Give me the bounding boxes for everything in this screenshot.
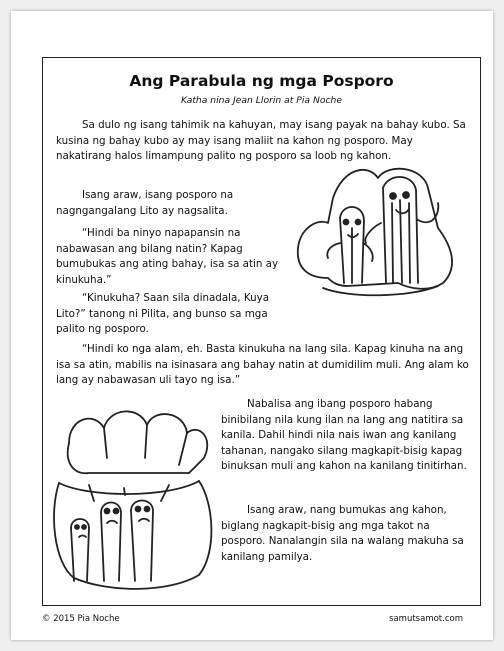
paragraph-6: Nabalisa ang ibang posporo habang binibilang nila kung ilan na lang ang natitira sa kanila. Dahil hindi nila nais iwan ang kanilang tahanan, nangako silang magkapit-bisig kapag binuksan muli ang kahon na kanilang tinitirhan. — [221, 398, 467, 473]
story-frame — [42, 57, 481, 606]
story-byline: Katha nina Jean Llorin at Pia Noche — [181, 95, 342, 106]
story-title: Ang Parabula ng mga Posporo — [129, 72, 394, 90]
paragraph-1: Sa dulo ng isang tahimik na kahuyan, may isang payak na bahay kubo. Sa kusina ng bahay kubo ay may isang maliit na kahon ng posporo. May nakatirang halos limampung palito ng posporo sa loob ng kahon. — [56, 119, 466, 163]
paragraph-4: “Kinukuha? Saan sila dinadala, Kuya Lito?” tanong ni Pilita, ang bunso sa mga palito ng posporo. — [56, 292, 270, 336]
paragraph-7: Isang araw, nang bumukas ang kahon, biglang nagkapit-bisig ang mga takot na posporo. Nanalangin sila na walang makuha sa kanilang pamilya. — [221, 504, 464, 563]
paragraph-2: Isang araw, isang posporo na nagngangalang Lito ay nagsalita. — [56, 189, 234, 217]
footer-site: samutsamot.com — [389, 614, 463, 624]
paragraph-5: “Hindi ko nga alam, eh. Basta kinukuha na lang sila. Kapag kinuha na ang isa sa atin, mabilis na isinasara ang bahay natin at dumidilim muli. Ang alam ko lang ay nabawasan uli tayo ng isa.” — [56, 343, 469, 387]
paragraph-3: “Hindi ba ninyo napapansin na nabawasan ang bilang natin? Kapag bumubukas ang ating bahay, isa sa atin ay kinukuha.” — [56, 227, 279, 286]
two-matchsticks-illustration — [288, 158, 463, 308]
worksheet-page — [11, 11, 493, 640]
hand-and-matchsticks-illustration — [49, 403, 217, 593]
footer-copyright: © 2015 Pia Noche — [42, 614, 120, 624]
